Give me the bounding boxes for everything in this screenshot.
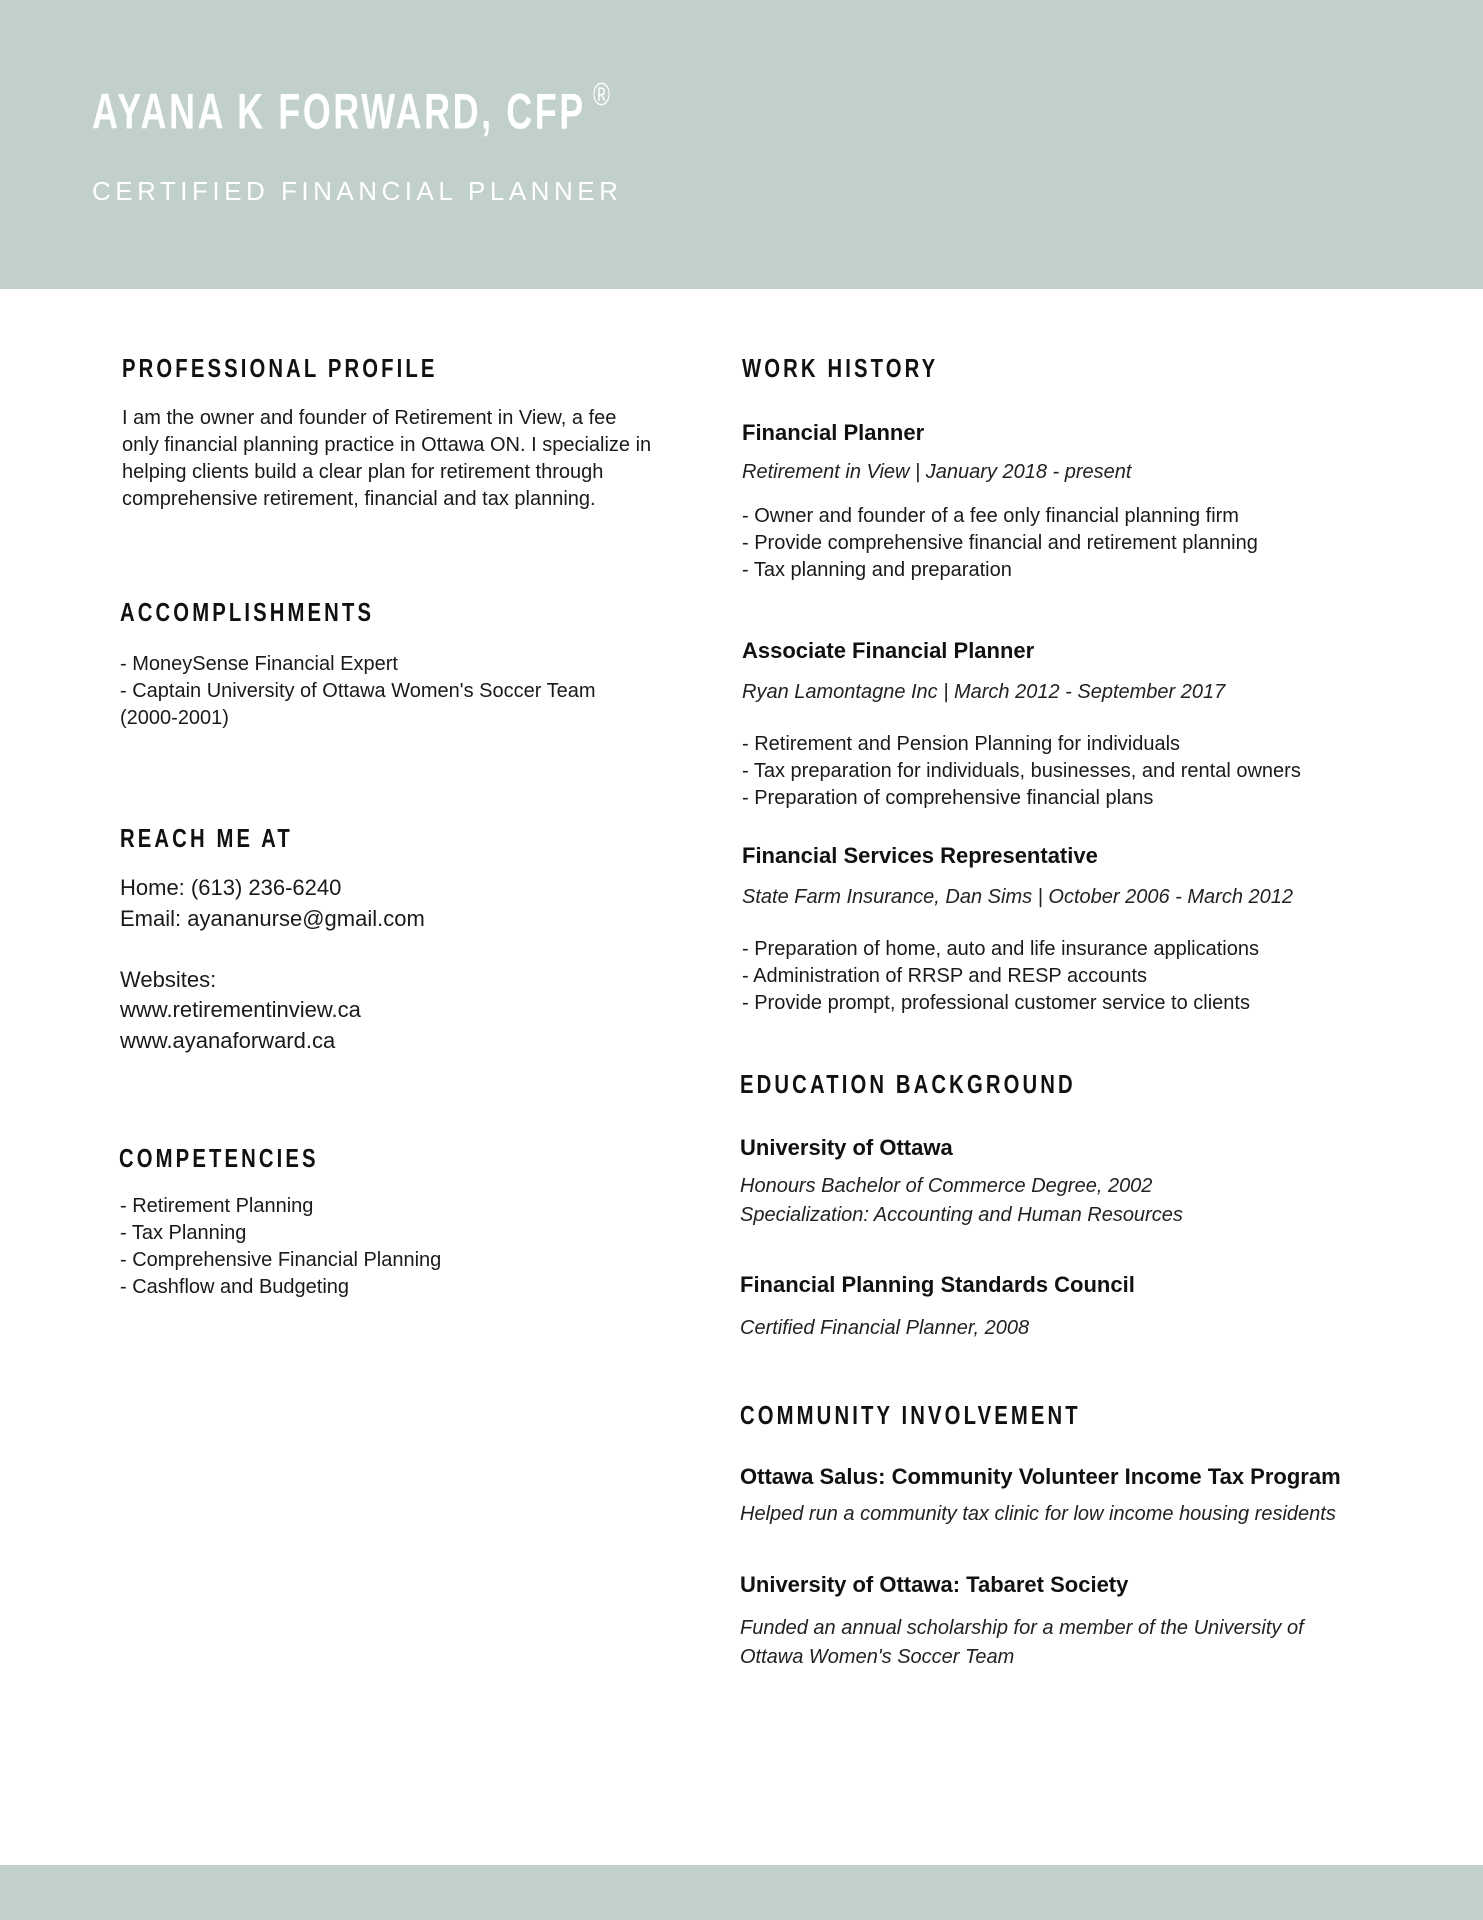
job-bullets	[742, 503, 1258, 584]
community-entry-title: Ottawa Salus: Community Volunteer Income Tax Program	[740, 1464, 1341, 1489]
section-title-work-history: WORK HISTORY	[742, 353, 939, 383]
section-title-competencies: COMPETENCIES	[119, 1143, 319, 1173]
list-item: - Cashflow and Budgeting	[120, 1276, 350, 1298]
competencies-list	[120, 1193, 441, 1301]
accomplishments-list	[120, 651, 640, 732]
contact-block	[120, 873, 425, 1056]
section-title-community: COMMUNITY INVOLVEMENT	[740, 1400, 1081, 1430]
candidate-name	[92, 76, 613, 141]
community-entry-details	[740, 1500, 1336, 1529]
job-bullet: - Preparation of home, auto and life insurance applications	[742, 938, 1259, 960]
section-title-contact: REACH ME AT	[120, 823, 293, 853]
job-bullet: - Retirement and Pension Planning for individuals	[742, 733, 1181, 755]
email-address[interactable]: Email: ayananurse@gmail.com	[120, 905, 425, 931]
job-meta: State Farm Insurance, Dan Sims | October 2006 - March 2012	[742, 886, 1293, 908]
community-entry-details	[740, 1614, 1304, 1672]
community-line: Funded an annual scholarship for a member of the University of	[740, 1617, 1304, 1639]
registered-mark: ®	[592, 76, 613, 112]
section-title-profile: PROFESSIONAL PROFILE	[122, 353, 438, 383]
footer-band	[0, 1865, 1483, 1920]
job-bullet: - Tax planning and preparation	[742, 559, 1012, 581]
job-title: Financial Services Representative	[742, 843, 1098, 868]
website-link[interactable]: www.retirementinview.ca	[120, 997, 361, 1022]
education-details	[740, 1172, 1183, 1230]
job-bullet: - Provide prompt, professional customer service to clients	[742, 992, 1250, 1014]
section-title-education: EDUCATION BACKGROUND	[740, 1069, 1076, 1099]
candidate-subtitle: CERTIFIED FINANCIAL PLANNER	[92, 176, 623, 206]
community-entry-title: University of Ottawa: Tabaret Society	[740, 1572, 1129, 1597]
education-line: Specialization: Accounting and Human Resources	[740, 1204, 1183, 1226]
job-bullet: - Tax preparation for individuals, businesses, and rental owners	[742, 760, 1301, 782]
list-item: - Tax Planning	[120, 1222, 247, 1244]
job-meta: Retirement in View | January 2018 - present	[742, 461, 1132, 483]
job-bullets	[742, 731, 1301, 812]
list-item: - MoneySense Financial Expert	[120, 653, 398, 675]
education-line: Certified Financial Planner, 2008	[740, 1317, 1030, 1339]
job-bullet: - Provide comprehensive financial and retirement planning	[742, 532, 1258, 554]
job-title: Associate Financial Planner	[742, 638, 1035, 663]
education-institution: Financial Planning Standards Council	[740, 1272, 1135, 1297]
education-line: Honours Bachelor of Commerce Degree, 2002	[740, 1175, 1153, 1197]
education-details	[740, 1314, 1029, 1343]
job-meta: Ryan Lamontagne Inc | March 2012 - September 2017	[742, 681, 1226, 703]
community-line: Helped run a community tax clinic for low income housing residents	[740, 1503, 1336, 1525]
section-title-accomplishments: ACCOMPLISHMENTS	[120, 597, 375, 627]
home-phone: Home: (613) 236-6240	[120, 875, 342, 900]
job-title: Financial Planner	[742, 420, 925, 445]
header-band	[0, 0, 1483, 289]
list-item: - Retirement Planning	[120, 1195, 314, 1217]
website-link[interactable]: www.ayanaforward.ca	[120, 1027, 336, 1053]
community-line: Ottawa Women's Soccer Team	[740, 1646, 1015, 1668]
job-bullet: - Preparation of comprehensive financial plans	[742, 787, 1154, 809]
job-bullets	[742, 936, 1259, 1017]
spacer	[120, 934, 425, 965]
job-bullet: - Owner and founder of a fee only financial planning firm	[742, 505, 1239, 527]
websites-label: Websites:	[120, 966, 217, 992]
list-item: - Comprehensive Financial Planning	[120, 1249, 442, 1271]
name-text: AYANA K FORWARD, CFP	[92, 83, 586, 140]
profile-text: I am the owner and founder of Retirement in View, a fee only financial planning practice in Ottawa ON. I specialize in helping clients build a clear plan for retirement through comprehensive retirement, financial and tax planning.	[122, 407, 652, 510]
education-institution: University of Ottawa	[740, 1135, 953, 1160]
list-item: - Captain University of Ottawa Women's Soccer Team (2000-2001)	[120, 680, 596, 729]
job-bullet: - Administration of RRSP and RESP accounts	[742, 965, 1148, 987]
